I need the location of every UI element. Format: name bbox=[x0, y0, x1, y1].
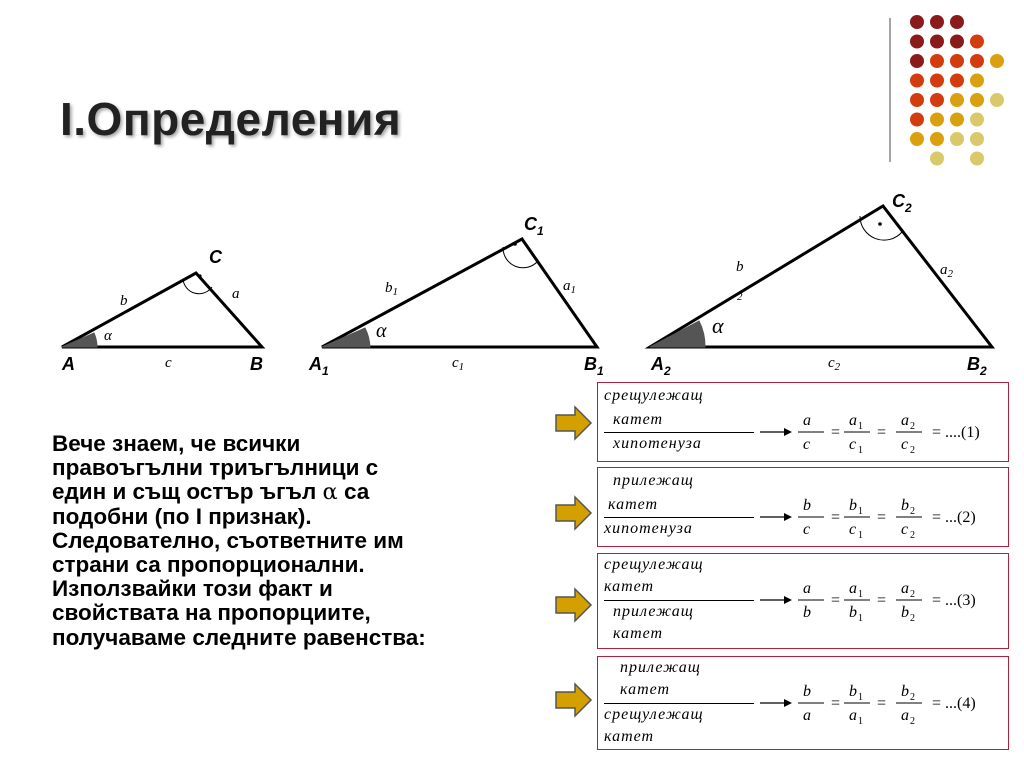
numerator-word: срещулежащ bbox=[604, 556, 704, 573]
ratio-expression bbox=[598, 468, 1008, 546]
text-line: подобни (по I признак). bbox=[52, 503, 312, 529]
arrow-icon bbox=[555, 587, 593, 623]
denominator-word: хипотенуза bbox=[613, 435, 702, 452]
text-line: един и същ остър ъгъл α са bbox=[52, 479, 370, 506]
subscript: 1 bbox=[858, 506, 863, 517]
subscript: 2 bbox=[910, 692, 915, 703]
numerator-symbol: a bbox=[901, 412, 909, 429]
subscript: 1 bbox=[858, 613, 863, 624]
side-b1: $b_1$ bbox=[385, 280, 398, 298]
vertex-c2: $C_2$ bbox=[892, 191, 912, 215]
denominator-symbol: c bbox=[849, 521, 857, 538]
ratio-expression bbox=[598, 657, 1008, 749]
side-a2: $a_2$ bbox=[940, 262, 953, 280]
formula-box-3 bbox=[597, 553, 1009, 649]
side-c2: $c_2$ bbox=[828, 355, 841, 373]
svg-text:=: = bbox=[877, 695, 887, 712]
numerator-symbol: b bbox=[849, 683, 857, 700]
alpha-symbol: α bbox=[322, 479, 338, 506]
denominator-symbol: a bbox=[803, 707, 811, 724]
vertex-a: A bbox=[62, 354, 75, 374]
denominator-symbol: a bbox=[901, 707, 909, 724]
slide-title: I.Определения bbox=[60, 93, 402, 145]
subscript: 1 bbox=[858, 589, 863, 600]
text-line: Вече знаем, че всички bbox=[52, 431, 301, 456]
numerator-word: катет bbox=[620, 681, 671, 698]
text-line: Следователно, съответните им bbox=[52, 527, 404, 553]
numerator-symbol: b bbox=[803, 497, 811, 514]
numerator-word: катет bbox=[604, 578, 655, 595]
equation-number: = ...(4) bbox=[932, 695, 976, 712]
triangle-a1b1c1 bbox=[308, 214, 604, 378]
text-line: Използвайки този факт и bbox=[52, 576, 333, 602]
subscript: 2 bbox=[910, 530, 915, 541]
side-a1: $a_1$ bbox=[563, 278, 576, 296]
text-line: страни са пропорционални. bbox=[52, 552, 365, 578]
denominator-symbol: c bbox=[849, 436, 857, 453]
equation-number: = ....(1) bbox=[932, 424, 980, 441]
angle-alpha-marker bbox=[62, 333, 97, 347]
denominator-symbol: c bbox=[803, 521, 811, 538]
subscript: 2 bbox=[910, 445, 915, 456]
arrow-icon bbox=[555, 405, 593, 441]
side-a: a bbox=[232, 286, 240, 302]
numerator-word: катет bbox=[608, 496, 659, 513]
right-angle-marker bbox=[860, 216, 902, 240]
numerator-word: катет bbox=[613, 411, 664, 428]
side-b2-subscript: 2 bbox=[737, 291, 743, 303]
vertex-a1: $A_1$ bbox=[309, 354, 329, 378]
subscript: 1 bbox=[858, 421, 863, 432]
subscript: 2 bbox=[910, 421, 915, 432]
vertex-a2: $A_2$ bbox=[651, 354, 671, 378]
equation-number: = ...(2) bbox=[932, 509, 976, 526]
subscript: 2 bbox=[910, 589, 915, 600]
side-b: b bbox=[120, 293, 128, 309]
svg-text:=: = bbox=[877, 424, 887, 441]
numerator-symbol: a bbox=[849, 580, 857, 597]
vertex-c1: $C_1$ bbox=[524, 214, 544, 238]
arrow-icon bbox=[555, 682, 593, 718]
svg-text:=: = bbox=[831, 695, 841, 712]
numerator-word: прилежащ bbox=[613, 472, 694, 489]
svg-text:=: = bbox=[877, 592, 887, 609]
svg-text:=: = bbox=[877, 509, 887, 526]
denominator-symbol: b bbox=[803, 604, 811, 621]
subscript: 1 bbox=[858, 445, 863, 456]
angle-alpha-marker bbox=[322, 328, 370, 347]
subscript: 2 bbox=[910, 716, 915, 727]
numerator-symbol: a bbox=[849, 412, 857, 429]
subscript: 2 bbox=[910, 613, 915, 624]
angle-alpha-marker bbox=[650, 321, 705, 347]
denominator-word: катет bbox=[604, 728, 655, 745]
denominator-symbol: b bbox=[849, 604, 857, 621]
denominator-symbol: c bbox=[901, 521, 909, 538]
svg-text:=: = bbox=[831, 592, 841, 609]
angle-alpha: α bbox=[376, 320, 387, 342]
side-c: c bbox=[165, 355, 172, 371]
equation-number: = ...(3) bbox=[932, 592, 976, 609]
denominator-word: катет bbox=[613, 625, 664, 642]
denominator-symbol: c bbox=[803, 436, 811, 453]
numerator-word: срещулежащ bbox=[604, 387, 704, 404]
triangle-a2b2c2 bbox=[650, 191, 992, 378]
side-c1: $c_1$ bbox=[452, 355, 465, 373]
formula-box-4 bbox=[597, 656, 1009, 750]
text-line: получаваме следните равенства: bbox=[52, 624, 426, 650]
subscript: 2 bbox=[910, 506, 915, 517]
vertex-b: B bbox=[250, 354, 263, 374]
denominator-symbol: a bbox=[849, 707, 857, 724]
numerator-symbol: a bbox=[803, 580, 811, 597]
numerator-symbol: b bbox=[901, 497, 909, 514]
vertex-b2: $B_2$ bbox=[967, 354, 987, 378]
subscript: 1 bbox=[858, 530, 863, 541]
angle-alpha: α bbox=[712, 313, 724, 338]
numerator-symbol: b bbox=[803, 683, 811, 700]
formula-box-2 bbox=[597, 467, 1009, 547]
denominator-word: срещулежащ bbox=[604, 706, 704, 723]
triangle-abc bbox=[61, 247, 263, 374]
formula-box-1 bbox=[597, 382, 1009, 462]
numerator-symbol: b bbox=[849, 497, 857, 514]
ratio-expression bbox=[598, 383, 1008, 461]
subscript: 1 bbox=[858, 692, 863, 703]
svg-text:=: = bbox=[831, 509, 841, 526]
denominator-word: прилежащ bbox=[613, 603, 694, 620]
numerator-symbol: b bbox=[901, 683, 909, 700]
angle-alpha: α bbox=[104, 328, 112, 344]
vertex-b1: $B_1$ bbox=[584, 354, 604, 378]
subscript: 1 bbox=[858, 716, 863, 727]
numerator-symbol: a bbox=[901, 580, 909, 597]
right-angle-marker bbox=[503, 247, 538, 268]
arrow-icon bbox=[555, 495, 593, 531]
numerator-word: прилежащ bbox=[620, 659, 701, 676]
denominator-word: хипотенуза bbox=[604, 520, 693, 537]
text-line: свойствата на пропорциите, bbox=[52, 600, 371, 626]
svg-text:=: = bbox=[831, 424, 841, 441]
numerator-symbol: a bbox=[803, 412, 811, 429]
denominator-symbol: b bbox=[901, 604, 909, 621]
denominator-symbol: c bbox=[901, 436, 909, 453]
ratio-expression bbox=[598, 554, 1008, 648]
text-line: правоъгълни триъгълници с bbox=[52, 455, 379, 481]
side-b2-letter: b bbox=[736, 259, 744, 275]
vertex-c: C bbox=[209, 247, 222, 267]
explanation-text bbox=[52, 432, 552, 650]
